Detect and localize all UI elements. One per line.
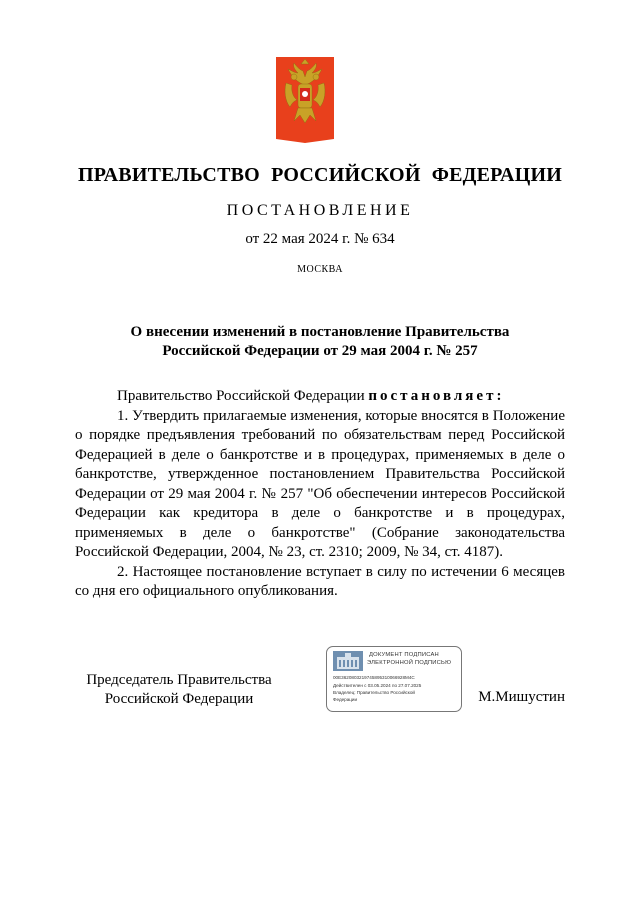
document-city: МОСКВА [297,264,343,275]
stamp-serial: 00E3620803219745895310066928M4C [333,675,415,680]
electronic-signature-stamp [326,646,462,712]
stamp-title-1: ДОКУМЕНТ ПОДПИСАН [369,652,439,658]
stamp-owner-1: Владелец: Правительство Российской [333,690,415,695]
signatory-title [76,671,282,709]
stamp-title-2: ЭЛЕКТРОННОЙ ПОДПИСЬЮ [367,660,452,666]
organization-title: ПРАВИТЕЛЬСТВО РОССИЙСКОЙ ФЕДЕРАЦИИ [78,164,562,186]
intro-verb: постановляет: [368,388,505,404]
document-body [75,387,565,602]
intro-paragraph [75,387,565,407]
document-date-number: от 22 мая 2024 г. № 634 [245,231,395,247]
stamp-validity: Действителен с 03.05.2024 по 27.07.2025 [333,683,422,688]
subject-line-2: Российской Федерации от 29 мая 2004 г. № 257 [162,343,478,359]
signatory-title-line-2: Российской Федерации [104,691,254,707]
subject-line-1: О внесении изменений в постановление Правительства [130,324,510,340]
signatory-name: М.Мишустин [478,689,565,705]
intro-text: Правительство Российской Федерации [117,388,369,404]
paragraph-1: 1. Утвердить прилагаемые изменения, которые вносятся в Положение о порядке предъявления требований по обязательствам перед Российской Федерацией в деле о банкротстве и в процедурах, применяемых в деле о банкротстве, утвержденное постановлением Правительства Российской Федерации от 29 мая 2004 г. № 257 "Об обеспечении интересов Российской Федерации как кредитора в деле о банкротстве и в процедурах, применяемых в деле о банкротстве" (Собрание законодательства Российской Федерации, 2004, № 23, ст. 2310; 2009, № 34, ст. 4187). [75,407,565,560]
signatory-title-line-1: Председатель Правительства [86,672,272,688]
coat-of-arms-emblem [276,57,334,143]
document-subject [75,323,565,361]
stamp-owner-2: Федерации [333,697,358,702]
government-building-icon [333,651,363,671]
paragraph-2: 2. Настоящее постановление вступает в силу по истечении 6 месяцев со дня его официального опубликования. [75,563,565,599]
document-type: ПОСТАНОВЛЕНИЕ [226,202,414,219]
